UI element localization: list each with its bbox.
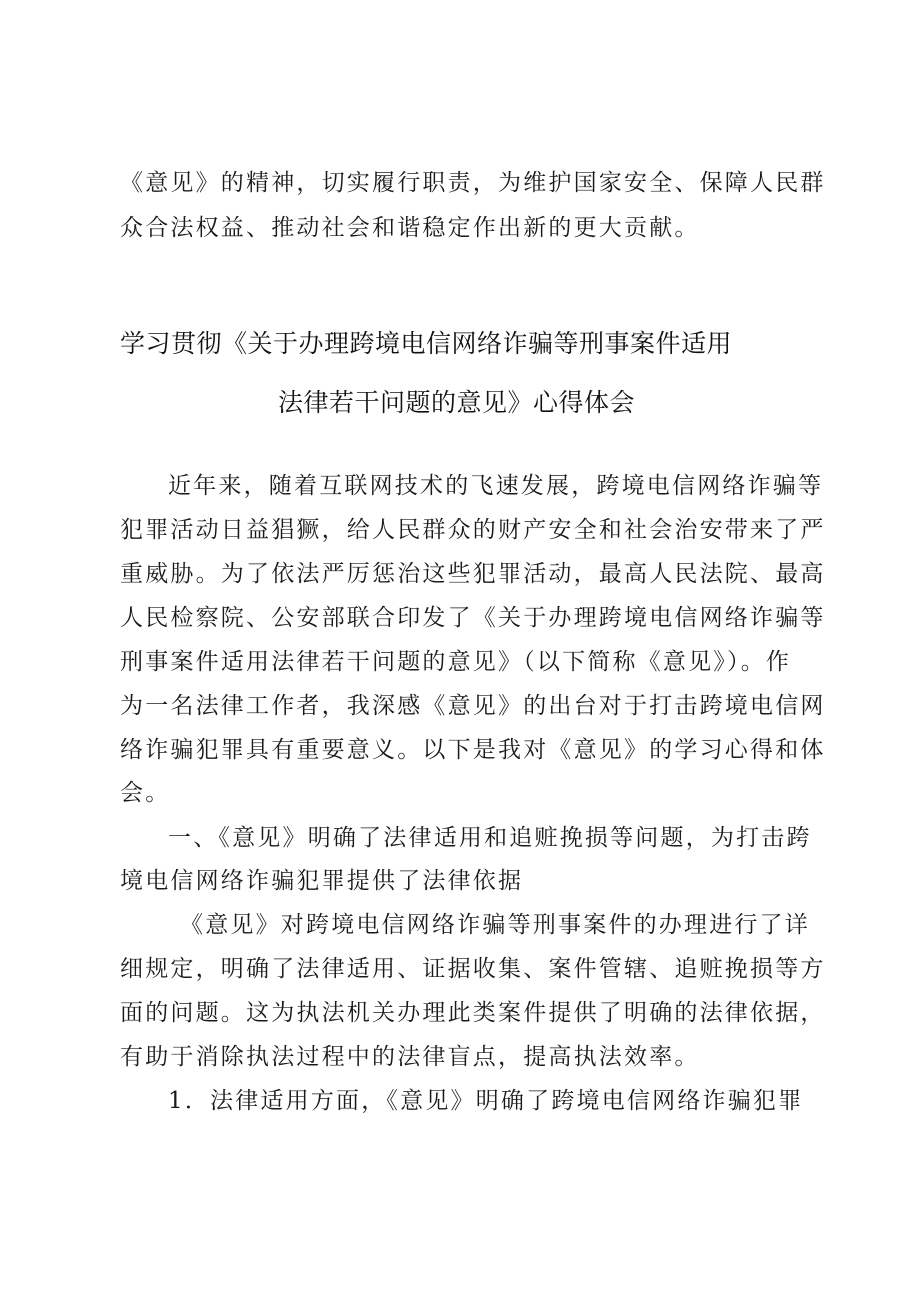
intro-line-7: 络诈骗犯罪具有重要意义。以下是我对《意见》的学习心得和体: [120, 737, 826, 763]
section1-body-line-3: 面的问题。这为执法机关办理此类案件提供了明确的法律依据，: [120, 1000, 826, 1026]
item1-line-1: 1．法律适用方面，《意见》明确了跨境电信网络诈骗犯罪: [168, 1088, 804, 1114]
section1-body-line-2: 细规定，明确了法律适用、证据收集、案件管辖、追赃挽损等方: [120, 956, 826, 982]
intro-line-1: 近年来，随着互联网技术的飞速发展，跨境电信网络诈骗等: [168, 473, 824, 499]
section1-body-line-1: 《意见》对跨境电信网络诈骗等刑事案件的办理进行了详: [180, 912, 810, 938]
intro-line-4: 人民检察院、公安部联合印发了《关于办理跨境电信网络诈骗等: [120, 605, 826, 631]
intro-line-3: 重威胁。为了依法严厉惩治这些犯罪活动，最高人民法院、最高: [120, 561, 826, 587]
document-title-line-1: 学习贯彻《关于办理跨境电信网络诈骗等刑事案件适用: [120, 329, 733, 358]
intro-line-2: 犯罪活动日益猖獗，给人民群众的财产安全和社会治安带来了严: [120, 517, 826, 543]
section1-heading-line-2: 境电信网络诈骗犯罪提供了法律依据: [120, 868, 524, 894]
intro-line-8: 会。: [120, 780, 171, 806]
intro-line-6: 为一名法律工作者，我深感《意见》的出台对于打击跨境电信网: [120, 693, 826, 719]
carryover-line-2: 众合法权益、推动社会和谐稳定作出新的更大贡献。: [120, 215, 700, 241]
section1-body-line-4: 有助于消除执法过程中的法律盲点，提高执法效率。: [120, 1044, 700, 1070]
document-title-line-2: 法律若干问题的意见》心得体会: [278, 388, 636, 417]
section1-heading-line-1: 一、《意见》明确了法律适用和追赃挽损等问题，为打击跨: [168, 825, 812, 851]
intro-line-5: 刑事案件适用法律若干问题的意见》（以下简称《意见》）。作: [120, 649, 792, 675]
carryover-line-1: 《意见》的精神，切实履行职责，为维护国家安全、保障人民群: [120, 170, 826, 196]
